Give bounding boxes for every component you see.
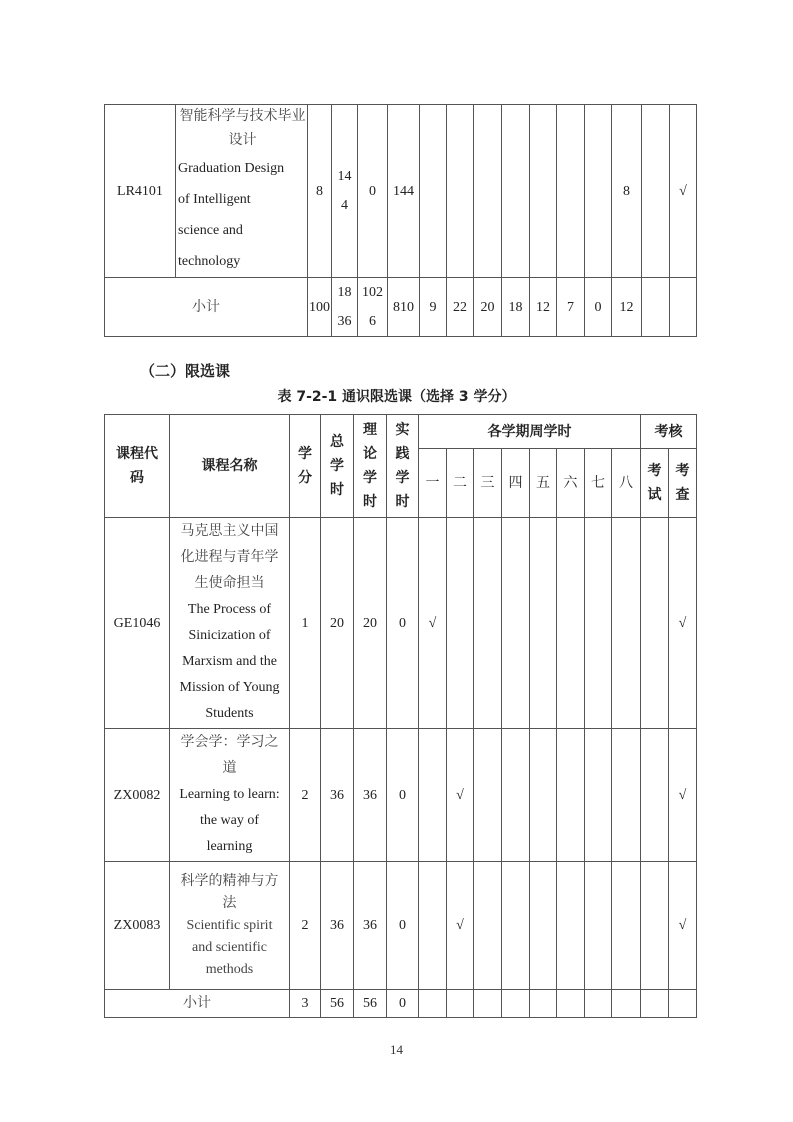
semester-7 bbox=[585, 990, 612, 1018]
theory-hours: 36 bbox=[354, 862, 387, 990]
course-name-en-1: Learning to learn: bbox=[179, 787, 280, 802]
subtotal-label: 小计 bbox=[105, 990, 290, 1018]
semester-4 bbox=[502, 729, 530, 862]
total-hours: 20 bbox=[321, 518, 354, 729]
semester-4 bbox=[502, 990, 530, 1018]
check-mark: √ bbox=[669, 862, 697, 990]
course-name-en-2: and scientific bbox=[191, 939, 268, 955]
total-hours bbox=[332, 278, 358, 337]
practice-hours: 0 bbox=[387, 518, 419, 729]
semester-8: 12 bbox=[612, 278, 642, 337]
header-semester-8: 八 bbox=[612, 449, 641, 518]
credits: 8 bbox=[308, 105, 332, 278]
course-name-zh-2: 化进程与青年学 bbox=[180, 550, 279, 565]
semester-8 bbox=[612, 729, 641, 862]
theory-hours: 20 bbox=[354, 518, 387, 729]
theory-hours: 36 bbox=[354, 729, 387, 862]
course-name-en-2: the way of bbox=[199, 813, 260, 828]
semester-8 bbox=[612, 990, 641, 1018]
practice-hours: 810 bbox=[388, 278, 420, 337]
header-check-line1: 考 bbox=[675, 463, 690, 479]
header-semester-7: 七 bbox=[585, 449, 612, 518]
semester-2 bbox=[447, 518, 474, 729]
table-row bbox=[105, 518, 697, 729]
course-code: LR4101 bbox=[105, 105, 176, 278]
header-credits-line1: 学 bbox=[298, 446, 312, 462]
table-caption: 表 7-2-1 通识限选课（选择 3 学分） bbox=[277, 389, 516, 405]
exam-mark bbox=[641, 729, 669, 862]
header-semester-5: 五 bbox=[530, 449, 557, 518]
course-name-zh: 智能科学与技术毕业设计 bbox=[179, 109, 306, 148]
total-hours: 36 bbox=[321, 862, 354, 990]
exam-mark bbox=[641, 518, 669, 729]
practice-hours: 0 bbox=[387, 729, 419, 862]
header-exam bbox=[641, 449, 669, 518]
theory-hours-line2: 6 bbox=[369, 314, 376, 329]
section-title: （二）限选课 bbox=[140, 362, 231, 380]
semester-6 bbox=[557, 729, 585, 862]
course-name-en-1: The Process of bbox=[187, 602, 272, 617]
total-hours-line2: 36 bbox=[337, 314, 352, 329]
table-row bbox=[105, 862, 697, 990]
course-code: GE1046 bbox=[105, 518, 170, 729]
header-semester-group: 各学期周学时 bbox=[419, 415, 641, 449]
course-name bbox=[176, 105, 308, 278]
course-name-en-5: Students bbox=[205, 706, 254, 721]
check-mark bbox=[670, 278, 697, 337]
semester-3 bbox=[474, 729, 502, 862]
total-hours-line2: 4 bbox=[341, 198, 348, 213]
semester-5: 12 bbox=[530, 278, 557, 337]
header-semester-4: 四 bbox=[502, 449, 530, 518]
course-name-zh-3: 生使命担当 bbox=[194, 576, 265, 591]
header-code-line1: 课程代 bbox=[116, 446, 158, 462]
semester-3 bbox=[474, 518, 502, 729]
course-name-en-4: Mission of Young bbox=[179, 680, 280, 695]
course-name-en-1: Scientific spirit bbox=[186, 917, 273, 933]
semester-1: 9 bbox=[420, 278, 447, 337]
header-credits bbox=[290, 415, 321, 518]
header-check bbox=[669, 449, 697, 518]
header-practice-line4: 时 bbox=[395, 494, 410, 510]
course-name-en-3: science and bbox=[178, 223, 243, 238]
semester-2 bbox=[447, 990, 474, 1018]
semester-7: 0 bbox=[585, 278, 612, 337]
header-semester-2: 二 bbox=[447, 449, 474, 518]
practice-hours: 144 bbox=[388, 105, 420, 278]
elective-courses-table bbox=[104, 414, 697, 1018]
course-name bbox=[170, 518, 290, 729]
course-name-zh-2: 法 bbox=[222, 895, 237, 911]
semester-5 bbox=[530, 990, 557, 1018]
semester-7 bbox=[585, 105, 612, 278]
course-name-en-4: technology bbox=[178, 254, 241, 269]
theory-hours bbox=[358, 278, 388, 337]
semester-3: 20 bbox=[474, 278, 502, 337]
semester-3 bbox=[474, 990, 502, 1018]
theory-hours-line1: 102 bbox=[362, 285, 383, 300]
course-code: ZX0083 bbox=[105, 862, 170, 990]
header-credits-line2: 分 bbox=[298, 470, 312, 486]
semester-4: 18 bbox=[502, 278, 530, 337]
course-name-zh-1: 学会学：学习之 bbox=[180, 735, 279, 750]
page-number: 14 bbox=[390, 1042, 403, 1057]
credits: 3 bbox=[290, 990, 321, 1018]
course-name-en-3: Marxism and the bbox=[182, 654, 277, 669]
subtotal-row bbox=[105, 990, 697, 1018]
course-name-en-2: Sinicization of bbox=[188, 628, 271, 643]
header-total-line1: 总 bbox=[330, 434, 344, 450]
header-course-name: 课程名称 bbox=[170, 415, 290, 518]
total-hours: 36 bbox=[321, 729, 354, 862]
header-theory-hours bbox=[354, 415, 387, 518]
check-mark: √ bbox=[670, 105, 697, 278]
course-name-zh-1: 科学的精神与方 bbox=[180, 873, 279, 889]
subtotal-label: 小计 bbox=[105, 278, 308, 337]
semester-2: 22 bbox=[447, 278, 474, 337]
semester-7 bbox=[585, 862, 612, 990]
semester-3 bbox=[474, 105, 502, 278]
total-hours-line1: 14 bbox=[337, 169, 352, 184]
table-row bbox=[105, 729, 697, 862]
course-name-en-3: methods bbox=[205, 961, 254, 977]
header-assessment-group: 考核 bbox=[641, 415, 697, 449]
semester-8 bbox=[612, 862, 641, 990]
header-semester-1: 一 bbox=[419, 449, 447, 518]
check-mark: √ bbox=[669, 729, 697, 862]
header-theory-line1: 理 bbox=[363, 422, 377, 438]
semester-2 bbox=[447, 105, 474, 278]
theory-hours: 0 bbox=[358, 105, 388, 278]
semester-1 bbox=[419, 862, 447, 990]
credits: 2 bbox=[290, 862, 321, 990]
header-code-line2: 码 bbox=[130, 470, 144, 486]
required-courses-table-continued bbox=[104, 104, 697, 337]
semester-6 bbox=[557, 990, 585, 1018]
semester-5 bbox=[530, 518, 557, 729]
exam-mark bbox=[642, 278, 670, 337]
semester-5 bbox=[530, 729, 557, 862]
check-mark: √ bbox=[669, 518, 697, 729]
course-name-zh-2: 道 bbox=[222, 761, 237, 776]
semester-7 bbox=[585, 729, 612, 862]
header-practice-hours bbox=[387, 415, 419, 518]
theory-hours: 56 bbox=[354, 990, 387, 1018]
header-theory-line4: 时 bbox=[363, 494, 377, 510]
semester-2: √ bbox=[447, 729, 474, 862]
course-name-zh-1: 马克思主义中国 bbox=[180, 524, 279, 539]
practice-hours: 0 bbox=[387, 862, 419, 990]
semester-8: 8 bbox=[612, 105, 642, 278]
header-course-code bbox=[105, 415, 170, 518]
semester-4 bbox=[502, 105, 530, 278]
subtotal-row bbox=[105, 278, 697, 337]
header-exam-line1: 考 bbox=[647, 463, 662, 479]
header-semester-3: 三 bbox=[474, 449, 502, 518]
header-practice-line2: 践 bbox=[395, 446, 410, 462]
header-semester-6: 六 bbox=[557, 449, 585, 518]
semester-6 bbox=[557, 105, 585, 278]
semester-4 bbox=[502, 862, 530, 990]
semester-6 bbox=[557, 862, 585, 990]
total-hours: 56 bbox=[321, 990, 354, 1018]
total-hours-line1: 18 bbox=[337, 285, 352, 300]
exam-mark bbox=[641, 990, 669, 1018]
header-theory-line2: 论 bbox=[363, 446, 377, 462]
course-code: ZX0082 bbox=[105, 729, 170, 862]
semester-5 bbox=[530, 862, 557, 990]
header-exam-line2: 试 bbox=[647, 487, 662, 503]
semester-1 bbox=[419, 990, 447, 1018]
header-total-line2: 学 bbox=[330, 458, 344, 474]
semester-4 bbox=[502, 518, 530, 729]
credits: 1 bbox=[290, 518, 321, 729]
header-total-hours bbox=[321, 415, 354, 518]
course-name bbox=[170, 729, 290, 862]
exam-mark bbox=[642, 105, 670, 278]
semester-5 bbox=[530, 105, 557, 278]
course-name bbox=[170, 862, 290, 990]
semester-1: √ bbox=[419, 518, 447, 729]
credits: 2 bbox=[290, 729, 321, 862]
semester-6: 7 bbox=[557, 278, 585, 337]
course-name-en-1: Graduation Design bbox=[178, 161, 285, 176]
header-practice-line1: 实 bbox=[395, 422, 410, 438]
practice-hours: 0 bbox=[387, 990, 419, 1018]
table-row bbox=[105, 105, 697, 278]
header-theory-line3: 学 bbox=[363, 470, 377, 486]
course-name-en-3: learning bbox=[206, 839, 253, 854]
semester-7 bbox=[585, 518, 612, 729]
semester-8 bbox=[612, 518, 641, 729]
semester-1 bbox=[420, 105, 447, 278]
check-mark bbox=[669, 990, 697, 1018]
header-practice-line3: 学 bbox=[395, 470, 410, 486]
header-row-1 bbox=[105, 415, 697, 449]
semester-6 bbox=[557, 518, 585, 729]
header-check-line2: 查 bbox=[675, 487, 690, 503]
exam-mark bbox=[641, 862, 669, 990]
credits: 100 bbox=[308, 278, 332, 337]
semester-2: √ bbox=[447, 862, 474, 990]
semester-1 bbox=[419, 729, 447, 862]
total-hours bbox=[332, 105, 358, 278]
course-name-en-2: of Intelligent bbox=[178, 192, 251, 207]
header-total-line3: 时 bbox=[330, 482, 344, 498]
semester-3 bbox=[474, 862, 502, 990]
